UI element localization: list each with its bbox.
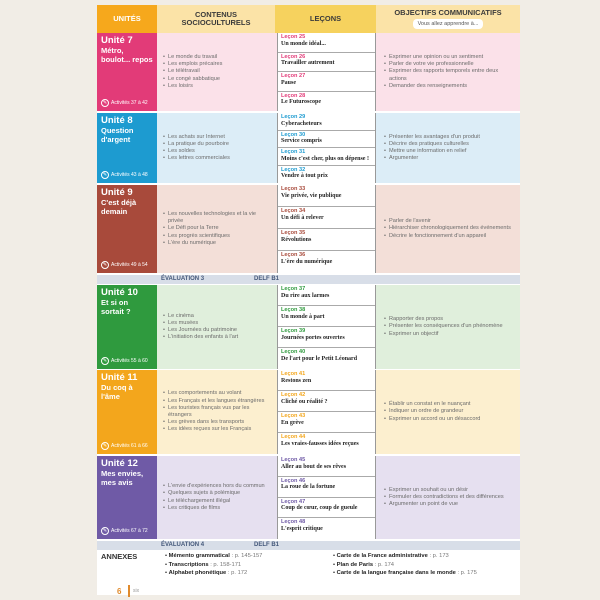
content-item: • Les nouvelles technologies et la vie privée <box>163 211 271 225</box>
lesson-number: Leçon 44 <box>281 434 306 440</box>
lesson-number: Leçon 31 <box>281 149 306 155</box>
objectives-cell <box>378 185 520 273</box>
lesson-number: Leçon 38 <box>281 307 306 313</box>
annex-page: : p. 158-171 <box>208 561 242 568</box>
lesson-number: Leçon 47 <box>281 498 306 505</box>
lesson-item <box>278 370 375 391</box>
lesson-title: Service compris <box>281 138 322 144</box>
unit-name: C'est déjà demain <box>101 198 137 216</box>
unit-cell <box>97 370 157 454</box>
header-units <box>97 5 157 33</box>
unit-activities <box>101 171 148 179</box>
content-item: • Les achats sur Internet <box>163 134 271 141</box>
lessons-cell <box>277 285 376 369</box>
content-item: • Les emplois précaires <box>163 61 271 68</box>
content-item: • Les progrès scientifiques <box>163 233 271 240</box>
lesson-number: Leçon 28 <box>281 92 306 99</box>
lesson-number: Leçon 25 <box>281 34 306 40</box>
lesson-item <box>278 113 375 131</box>
lesson-title: Vendre à tout prix <box>281 173 328 179</box>
lesson-title: Vie privée, vie publique <box>281 192 342 199</box>
header-lessons-label: LEÇONS <box>309 14 342 23</box>
annex-item <box>165 569 262 578</box>
lesson-number: Leçon 39 <box>281 328 306 334</box>
header-objectives <box>376 5 520 33</box>
unit-activities-label: Activités 43 à 48 <box>111 172 148 178</box>
lesson-number: Leçon 35 <box>281 230 306 236</box>
objectives-cell <box>378 113 520 183</box>
objectives-cell <box>378 456 520 539</box>
contents-cell <box>157 285 275 369</box>
lesson-item <box>278 433 375 454</box>
lesson-number: Leçon 30 <box>281 131 306 138</box>
lesson-number: Leçon 37 <box>281 286 306 292</box>
annex-bullet: • <box>333 553 337 559</box>
activities-icon: ✎ <box>102 358 108 364</box>
unit-name: Question d'argent <box>101 126 134 144</box>
table-of-contents-page <box>97 5 520 595</box>
unit-activities <box>101 357 148 365</box>
unit-activities-label: Activités 49 à 54 <box>111 262 148 268</box>
contents-cell <box>157 370 275 454</box>
unit-cell <box>97 33 157 111</box>
content-item: • La pratique du pourboire <box>163 141 271 148</box>
lesson-item <box>278 391 375 412</box>
unit-title: Unité 10 <box>101 287 138 298</box>
objective-item: • Exprimer un accord ou un désaccord <box>384 416 516 423</box>
lesson-title: De l'art pour le Petit Léonard <box>281 355 358 362</box>
content-item: • L'initiation des enfants à l'art <box>163 334 271 341</box>
contents-cell <box>157 33 275 111</box>
lesson-title: Journées portes ouvertes <box>281 334 345 341</box>
content-item: • Les comportements au volant <box>163 390 271 397</box>
annex-name: Carte de la France administrative <box>336 553 428 559</box>
lesson-number: Leçon 48 <box>281 519 306 526</box>
unit-activities <box>101 527 148 535</box>
objective-item: • Argumenter <box>384 155 516 162</box>
annex-item <box>333 569 477 578</box>
lesson-item <box>278 477 375 498</box>
content-item: • Les critiques de films <box>163 505 271 512</box>
lesson-item <box>278 251 375 273</box>
contents-cell <box>157 185 275 273</box>
content-item: • Les loisirs <box>163 83 271 90</box>
unit-row <box>97 185 520 273</box>
lesson-title: En grève <box>281 419 304 426</box>
lesson-title: La roue de la fortune <box>281 484 336 491</box>
objective-item: • Décrire des pratiques culturelles <box>384 141 516 148</box>
lesson-item <box>278 92 375 112</box>
content-item: • Les lettres commerciales <box>163 155 271 162</box>
content-item: • Le congé sabbatique <box>163 76 271 83</box>
lesson-number: Leçon 45 <box>281 457 306 463</box>
lesson-number: Leçon 27 <box>281 73 306 79</box>
objective-item: • Parler de l'avenir <box>384 218 516 225</box>
annex-bullet: • <box>165 561 169 568</box>
lesson-number: Leçon 43 <box>281 413 306 419</box>
objective-item: • Exprimer une opinion ou un sentiment <box>384 54 516 61</box>
page-number-words: six <box>133 588 140 594</box>
lesson-number: Leçon 42 <box>281 392 306 398</box>
lesson-title: Le Futuroscope <box>281 99 322 105</box>
objective-item: • Exprimer des rapports temporels entre deux actions <box>384 68 516 82</box>
lesson-number: Leçon 29 <box>281 114 306 120</box>
annex-name: Plan de Paris <box>336 561 374 568</box>
annexes-col-1 <box>165 552 262 578</box>
objective-item: • Exprimer un objectif <box>384 331 516 338</box>
objective-item: • Indiquer un ordre de grandeur <box>384 408 516 415</box>
lesson-item <box>278 131 375 149</box>
objectives-cell <box>378 285 520 369</box>
annex-item <box>333 552 477 561</box>
lessons-cell <box>277 113 376 183</box>
unit-cell <box>97 113 157 183</box>
evaluation-delf: DELF B1 <box>254 542 280 548</box>
unit-row <box>97 285 520 369</box>
objective-item: • Présenter les conséquences d'un phénomène <box>384 323 516 330</box>
content-item: • Le monde du travail <box>163 54 271 61</box>
evaluation-bar <box>97 275 520 284</box>
unit-cell <box>97 456 157 539</box>
annexes-title: ANNEXES <box>101 552 138 561</box>
lesson-title: Moins c'est cher, plus on dépense ! <box>281 155 369 162</box>
objective-item: • Argumenter un point de vue <box>384 501 516 508</box>
annex-name: Carte de la langue française dans le monde <box>336 570 456 576</box>
unit-row <box>97 33 520 111</box>
lesson-item <box>278 348 375 369</box>
table-header <box>97 5 520 33</box>
unit-activities <box>101 261 148 269</box>
annex-page: : p. 172 <box>226 570 248 576</box>
annex-bullet: • <box>165 570 169 576</box>
lesson-item <box>278 33 375 53</box>
lesson-number: Leçon 36 <box>281 252 306 258</box>
objectives-cell <box>378 33 520 111</box>
lessons-cell <box>277 370 376 454</box>
unit-name: Et si on sortait ? <box>101 298 131 316</box>
header-units-label: UNITÉS <box>113 14 141 23</box>
content-item: • Les Français et les langues étrangères <box>163 398 271 405</box>
objective-item: • Parler de votre vie professionnelle <box>384 61 516 68</box>
activities-icon: ✎ <box>102 172 108 178</box>
unit-activities <box>101 442 148 450</box>
lesson-item <box>278 327 375 348</box>
page-number-bar <box>128 585 130 597</box>
unit-cell <box>97 285 157 369</box>
activities-icon: ✎ <box>102 443 108 449</box>
content-item: • Les idées reçues sur les Français <box>163 426 271 433</box>
annex-name: Transcriptions <box>168 561 209 568</box>
lesson-item <box>278 285 375 306</box>
content-item: • Le Défi pour la Terre <box>163 225 271 232</box>
lesson-title: L'ère du numérique <box>281 258 333 265</box>
lesson-title: L'esprit critique <box>281 525 323 532</box>
unit-activities-label: Activités 61 à 66 <box>111 443 148 449</box>
evaluation-label: ÉVALUATION 4 <box>161 542 205 548</box>
lesson-title: Coup de cœur, coup de gueule <box>281 505 358 511</box>
unit-cell <box>97 185 157 273</box>
lessons-cell <box>277 185 376 273</box>
lesson-number: Leçon 34 <box>281 208 306 214</box>
unit-row <box>97 456 520 539</box>
lesson-item <box>278 518 375 539</box>
activities-icon: ✎ <box>102 100 108 106</box>
evaluation-label: ÉVALUATION 3 <box>161 276 205 282</box>
unit-row <box>97 370 520 454</box>
unit-title: Unité 12 <box>101 458 138 469</box>
content-item: • Le cinéma <box>163 313 271 320</box>
content-item: • Le télétravail <box>163 68 271 75</box>
content-item: • Le téléchargement illégal <box>163 498 271 505</box>
evaluation-delf: DELF B1 <box>254 276 280 282</box>
lesson-item <box>278 148 375 166</box>
lesson-item <box>278 498 375 519</box>
lesson-number: Leçon 41 <box>281 371 306 377</box>
lesson-item <box>278 412 375 433</box>
lesson-title: Pause <box>281 79 296 86</box>
lesson-title: Travailler autrement <box>281 60 335 66</box>
annex-bullet: • <box>165 553 169 559</box>
header-objectives-label: OBJECTIFS COMMUNICATIFS <box>394 8 502 17</box>
lesson-title: Aller au bout de ses rêves <box>281 463 347 470</box>
annex-bullet: • <box>333 570 337 576</box>
content-item: • Les Journées du patrimoine <box>163 327 271 334</box>
header-contents <box>157 5 275 33</box>
content-item: • Les soldes <box>163 148 271 155</box>
lesson-title: Cliché ou réalité ? <box>281 398 328 405</box>
activities-icon: ✎ <box>102 528 108 534</box>
header-lessons <box>275 5 376 33</box>
objective-item: • Décrire le fonctionnement d'un appareil <box>384 233 516 240</box>
lesson-item <box>278 306 375 327</box>
lesson-number: Leçon 32 <box>281 166 306 173</box>
lesson-item <box>278 456 375 477</box>
lesson-item <box>278 229 375 251</box>
unit-activities-label: Activités 67 à 72 <box>111 528 148 534</box>
unit-name: Métro, boulot... repos <box>101 46 153 64</box>
annex-page: : p. 145-157 <box>229 553 263 559</box>
lesson-number: Leçon 26 <box>281 53 306 60</box>
lesson-title: Un monde idéal... <box>281 40 326 47</box>
header-contents-line2: SOCIOCULTURELS <box>181 18 251 27</box>
lesson-item <box>278 207 375 229</box>
objective-item: • Demander des renseignements <box>384 83 516 90</box>
lesson-title: Restons zen <box>281 377 312 384</box>
lesson-title: Cyberacheteurs <box>281 120 322 127</box>
lesson-number: Leçon 40 <box>281 349 306 355</box>
lesson-item <box>278 185 375 207</box>
annex-name: Mémento grammatical <box>168 553 230 559</box>
annex-item <box>165 552 262 561</box>
lesson-item <box>278 166 375 184</box>
unit-activities-label: Activités 55 à 60 <box>111 358 148 364</box>
annex-item <box>333 561 477 570</box>
header-contents-line1: CONTENUS <box>194 10 238 19</box>
contents-cell <box>157 113 275 183</box>
lesson-item <box>278 72 375 92</box>
objective-item: • Rapporter des propos <box>384 316 516 323</box>
lessons-cell <box>277 456 376 539</box>
activities-icon: ✎ <box>102 262 108 268</box>
annex-page: : p. 175 <box>455 570 477 576</box>
lesson-title: Les vraies-fausses idées reçues <box>281 440 359 447</box>
annex-page: : p. 173 <box>427 553 449 559</box>
unit-activities <box>101 99 148 107</box>
objective-item: • Formuler des contradictions et des différences <box>384 494 516 501</box>
unit-title: Unité 8 <box>101 115 133 126</box>
unit-row <box>97 113 520 183</box>
lessons-cell <box>277 33 376 111</box>
annex-bullet: • <box>333 561 337 568</box>
lesson-title: Un défi à relever <box>281 214 324 221</box>
unit-activities-label: Activités 37 à 42 <box>111 100 148 106</box>
unit-title: Unité 11 <box>101 372 138 383</box>
lesson-title: Du rire aux larmes <box>281 292 330 299</box>
objective-item: • Exprimer un souhait ou un désir <box>384 487 516 494</box>
content-item: • Les musées <box>163 320 271 327</box>
lesson-number: Leçon 33 <box>281 186 306 192</box>
annexes-section <box>97 548 520 588</box>
content-item: • L'ère du numérique <box>163 240 271 247</box>
lesson-title: Révolutions <box>281 236 312 243</box>
annex-item <box>165 561 262 570</box>
lesson-item <box>278 53 375 73</box>
objective-item: • Établir un constat en le nuançant <box>384 401 516 408</box>
content-item: • L'envie d'expériences hors du commun <box>163 483 271 490</box>
objective-item: • Présenter les avantages d'un produit <box>384 134 516 141</box>
unit-title: Unité 7 <box>101 35 133 46</box>
objectives-cell <box>378 370 520 454</box>
unit-name: Du coq à l'âme <box>101 383 133 401</box>
page-number: 6 <box>117 587 122 596</box>
header-objectives-sub: Vous allez apprendre à... <box>413 19 484 29</box>
unit-title: Unité 9 <box>101 187 133 198</box>
objective-item: • Hiérarchiser chronologiquement des événements <box>384 225 516 232</box>
objective-item: • Mettre une information en relief <box>384 148 516 155</box>
content-item: • Les touristes français vus par les étrangers <box>163 405 271 419</box>
annexes-col-2 <box>333 552 477 578</box>
annex-name: Alphabet phonétique <box>168 570 227 576</box>
lesson-number: Leçon 46 <box>281 477 306 484</box>
contents-cell <box>157 456 275 539</box>
content-item: • Quelques sujets à polémique <box>163 490 271 497</box>
lesson-title: Un monde à part <box>281 313 325 320</box>
unit-name: Mes envies, mes avis <box>101 469 144 487</box>
annex-page: : p. 174 <box>373 561 395 568</box>
content-item: • Les grèves dans les transports <box>163 419 271 426</box>
